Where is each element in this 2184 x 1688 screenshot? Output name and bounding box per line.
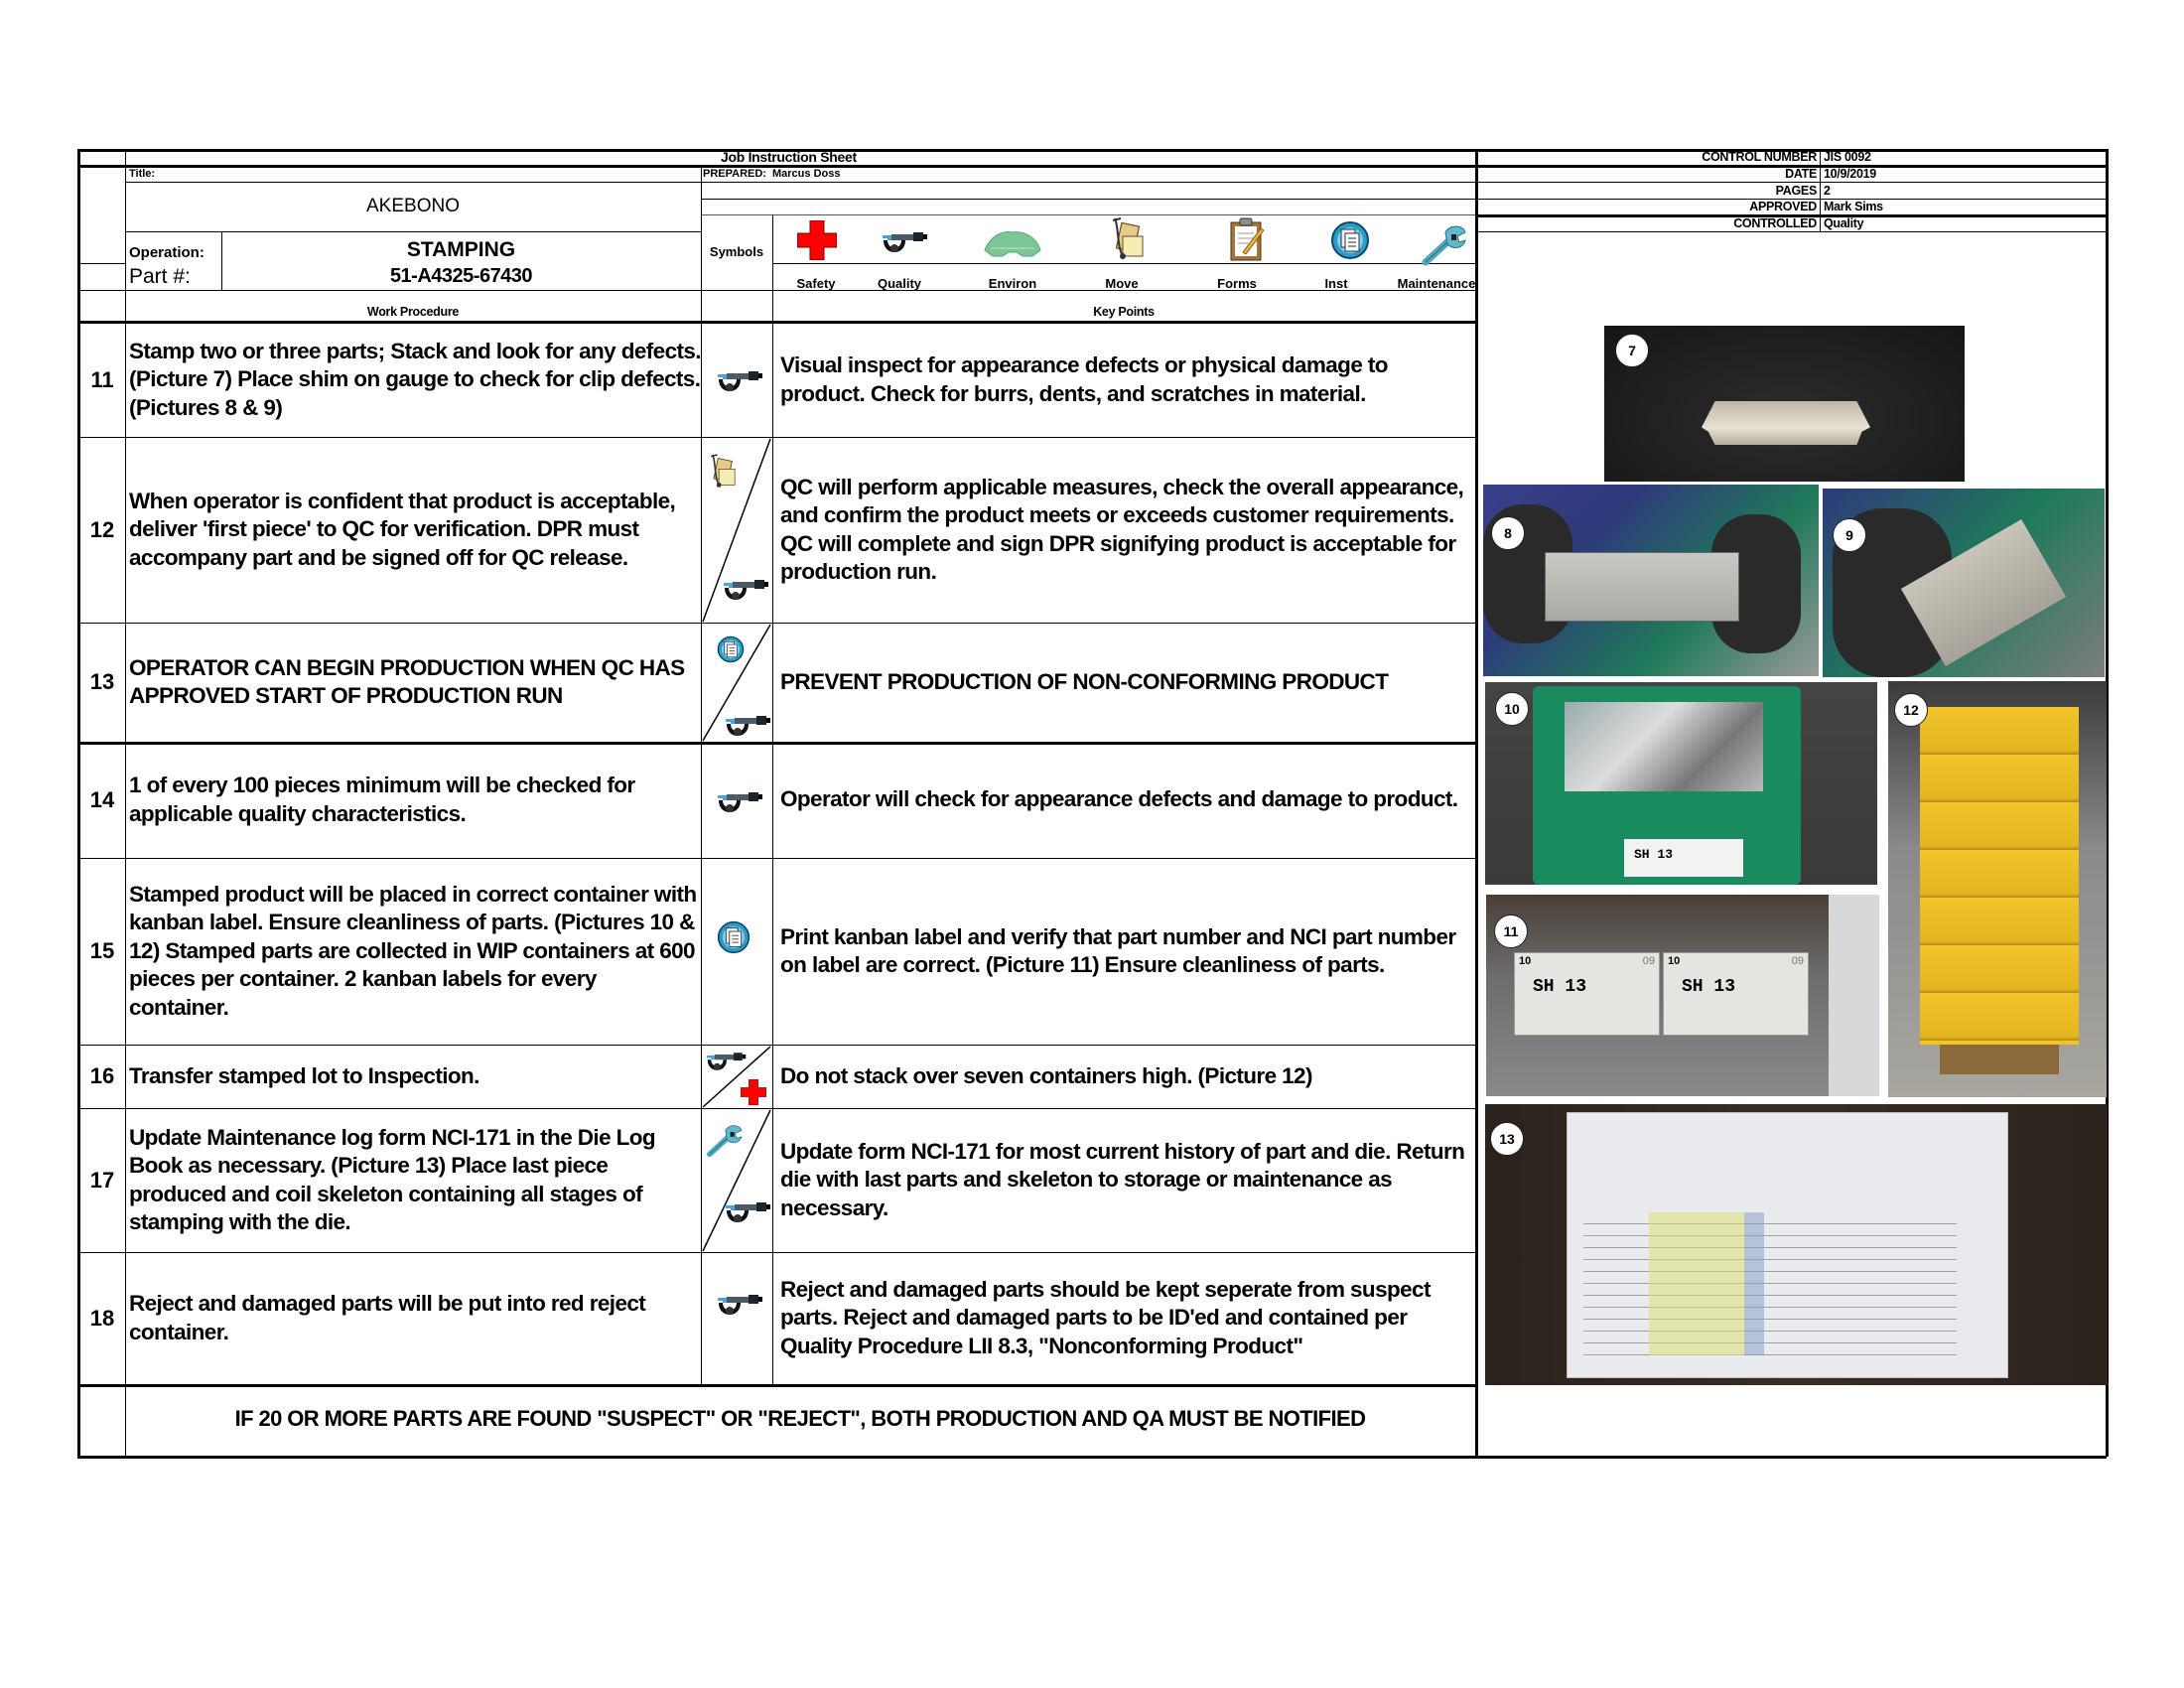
- date-label: DATE: [1785, 167, 1817, 181]
- micrometer-icon: [723, 574, 770, 606]
- picture-badge: 9: [1833, 518, 1866, 552]
- key-points-header: Key Points: [1093, 305, 1155, 319]
- step-procedure: OPERATOR CAN BEGIN PRODUCTION WHEN QC HAS APPROVED START OF PRODUCTION RUN: [129, 654, 685, 708]
- red-cross-icon: [797, 220, 837, 260]
- title-value: AKEBONO: [366, 196, 460, 216]
- yellow-container-stack: [1920, 707, 2079, 1045]
- picture-11: [1486, 895, 1879, 1096]
- highlight-yellow: [1649, 1212, 1744, 1355]
- control-line: [1475, 231, 2107, 232]
- pages-value: 2: [1824, 184, 1831, 198]
- pages-label: PAGES: [1775, 184, 1817, 198]
- picture-badge: 7: [1615, 334, 1649, 367]
- step-procedure: Reject and damaged parts will be put into red reject container.: [129, 1291, 646, 1344]
- control-number-label: CONTROL NUMBER: [1702, 150, 1817, 164]
- symbol-label-quality: Quality: [877, 276, 922, 291]
- header-line: [701, 214, 1475, 215]
- micrometer-icon: [717, 1289, 764, 1321]
- clipboard-icon: [1227, 216, 1267, 262]
- symbol-label-maintenance: Maintenance: [1397, 276, 1476, 291]
- kanban-number: 10: [1519, 955, 1532, 967]
- instruction-document-icon: [717, 919, 751, 955]
- stamped-parts: [1565, 702, 1763, 791]
- step-procedure: Stamp two or three parts; Stack and look for any defects. (Picture 7) Place shim on gauge to check for clip defects. (Pictures 8 & 9): [129, 338, 701, 420]
- step-key-point: Update form NCI-171 for most current history of part and die. Return die with last parts and skeleton to storage or maintenance as necessary.: [780, 1138, 1465, 1220]
- step-key-point: Operator will check for appearance defects and damage to product.: [780, 786, 1458, 812]
- step-number: 13: [89, 669, 115, 694]
- kanban-number: 09: [1642, 955, 1655, 967]
- step-number: 17: [89, 1167, 115, 1193]
- gauge-with-shim: [1545, 552, 1739, 622]
- red-cross-icon: [741, 1079, 766, 1105]
- operation-label: Operation:: [129, 244, 205, 261]
- paper-edge: [1829, 895, 1879, 1096]
- instruction-document-icon: [1330, 220, 1370, 260]
- kanban-number: 09: [1791, 955, 1804, 967]
- micrometer-icon: [725, 710, 772, 742]
- step-key-point: Reject and damaged parts should be kept seperate from suspect parts. Reject and damaged parts to be ID'ed and contained per Quality Procedure LII 8.3, "Nonconforming Product": [780, 1276, 1431, 1358]
- symbols-label: Symbols: [709, 244, 764, 259]
- num-col-divider: [125, 149, 126, 1457]
- step-procedure: When operator is confident that product is acceptable, deliver 'first piece' to QC for verification. DPR must accompany part and be signed off for QC release.: [129, 488, 676, 570]
- picture-7: [1604, 326, 1965, 482]
- prepared-value: Marcus Doss: [772, 168, 841, 180]
- micrometer-icon: [725, 1196, 772, 1228]
- hand-truck-icon: [708, 453, 740, 489]
- header-line: [125, 231, 701, 232]
- panel-divider: [1475, 149, 1478, 1457]
- symbol-label-move: Move: [1105, 276, 1139, 291]
- binder-page: [1567, 1112, 2008, 1378]
- step-key-point: Do not stack over seven containers high. (Picture 12): [780, 1062, 1312, 1088]
- header-line: [701, 199, 1475, 200]
- picture-badge: 8: [1491, 516, 1525, 550]
- step-number: 12: [89, 516, 115, 542]
- part-number: 51-A4325-67430: [389, 265, 533, 287]
- kanban-label: SH 13: [1624, 839, 1743, 877]
- symbol-label-safety: Safety: [796, 276, 836, 291]
- highlight-blue: [1744, 1212, 1764, 1355]
- step-number: 16: [89, 1063, 115, 1088]
- symbol-label-inst: Inst: [1324, 276, 1348, 291]
- symbol-label-environ: Environ: [988, 276, 1037, 291]
- control-line: [1475, 182, 2107, 183]
- step-number: 14: [89, 786, 115, 812]
- symbol-label-forms: Forms: [1217, 276, 1257, 291]
- kanban-code: SH 13: [1533, 977, 1587, 997]
- controlled-value: Quality: [1824, 216, 1864, 230]
- shim-part: [1702, 401, 1870, 445]
- kanban-label-right: [1663, 952, 1809, 1036]
- step-number: 15: [89, 938, 115, 963]
- step-procedure: Update Maintenance log form NCI-171 in the Die Log Book as necessary. (Picture 13) Place last piece produced and coil skeleton containing all stages of stamping with the die.: [129, 1124, 656, 1234]
- picture-9: [1823, 489, 2105, 677]
- micrometer-icon: [717, 365, 764, 397]
- dolly: [1940, 1045, 2059, 1074]
- controlled-label: CONTROLLED: [1733, 216, 1817, 230]
- micrometer-icon: [717, 786, 764, 818]
- prepared-label: PREPARED:: [703, 168, 766, 180]
- wrench-icon: [1420, 222, 1469, 266]
- step-key-point: QC will perform applicable measures, check the overall appearance, and confirm the product meets or exceeds customer requirements. QC will complete and sign DPR signifying product is acceptable for production run.: [780, 474, 1464, 584]
- kanban-number: 10: [1668, 955, 1681, 967]
- picture-12: [1888, 681, 2107, 1097]
- log-table: [1583, 1212, 1957, 1355]
- footer-notice: IF 20 OR MORE PARTS ARE FOUND "SUSPECT" OR "REJECT", BOTH PRODUCTION AND QA MUST BE NOTIFIED: [234, 1406, 1366, 1431]
- kanban-label-left: [1514, 952, 1660, 1036]
- hand-truck-icon: [1109, 216, 1149, 260]
- title-label: Title:: [129, 168, 156, 180]
- header-line: [125, 182, 1475, 183]
- step-key-point: Visual inspect for appearance defects or physical damage to product. Check for burrs, dents, and scratches in material.: [780, 352, 1388, 406]
- step-procedure: Transfer stamped lot to Inspection.: [129, 1062, 479, 1088]
- picture-badge: 13: [1490, 1122, 1524, 1156]
- leaf-icon: [983, 228, 1042, 258]
- part-label: Part #:: [129, 265, 191, 288]
- picture-10: [1485, 682, 1877, 885]
- step-key-point: PREVENT PRODUCTION OF NON-CONFORMING PRODUCT: [780, 668, 1389, 694]
- instruction-document-icon: [717, 635, 745, 663]
- picture-badge: 12: [1894, 693, 1928, 727]
- approved-value: Mark Sims: [1824, 200, 1883, 213]
- control-number-value: JIS 0092: [1824, 150, 1871, 164]
- step-procedure: 1 of every 100 pieces minimum will be checked for applicable quality characteristics.: [129, 773, 635, 826]
- micrometer-icon: [882, 226, 929, 258]
- step-key-point: Print kanban label and verify that part number and NCI part number on label are correct. (Picture 11) Ensure cleanliness of parts.: [780, 923, 1456, 977]
- work-procedure-header: Work Procedure: [366, 305, 460, 319]
- operation-value: STAMPING: [406, 238, 516, 261]
- symbol-col-divider: [772, 214, 773, 1384]
- kanban-code: SH 13: [1682, 977, 1736, 997]
- date-value: 10/9/2019: [1824, 167, 1876, 181]
- header-line: [77, 263, 125, 264]
- approved-label: APPROVED: [1749, 200, 1817, 213]
- step-procedure: Stamped product will be placed in correct container with kanban label. Ensure cleanliness of parts. (Pictures 10 & 12) Stamped parts are collected in WIP containers at 600 pieces per container. 2 kanban labels for every container.: [129, 881, 697, 1020]
- micrometer-icon: [705, 1048, 749, 1075]
- wrench-icon: [705, 1122, 745, 1158]
- sheet-title: Job Instruction Sheet: [721, 149, 857, 165]
- picture-8: [1483, 485, 1819, 676]
- row-line: [77, 1384, 1475, 1387]
- outer-border-bottom: [77, 1456, 2107, 1459]
- step-number: 11: [90, 366, 114, 392]
- control-value-divider: [1820, 149, 1821, 231]
- step-number: 18: [89, 1305, 115, 1331]
- picture-badge: 10: [1495, 692, 1529, 726]
- picture-13: [1485, 1104, 2108, 1385]
- picture-badge: 11: [1494, 914, 1528, 948]
- header-line: [772, 263, 1475, 264]
